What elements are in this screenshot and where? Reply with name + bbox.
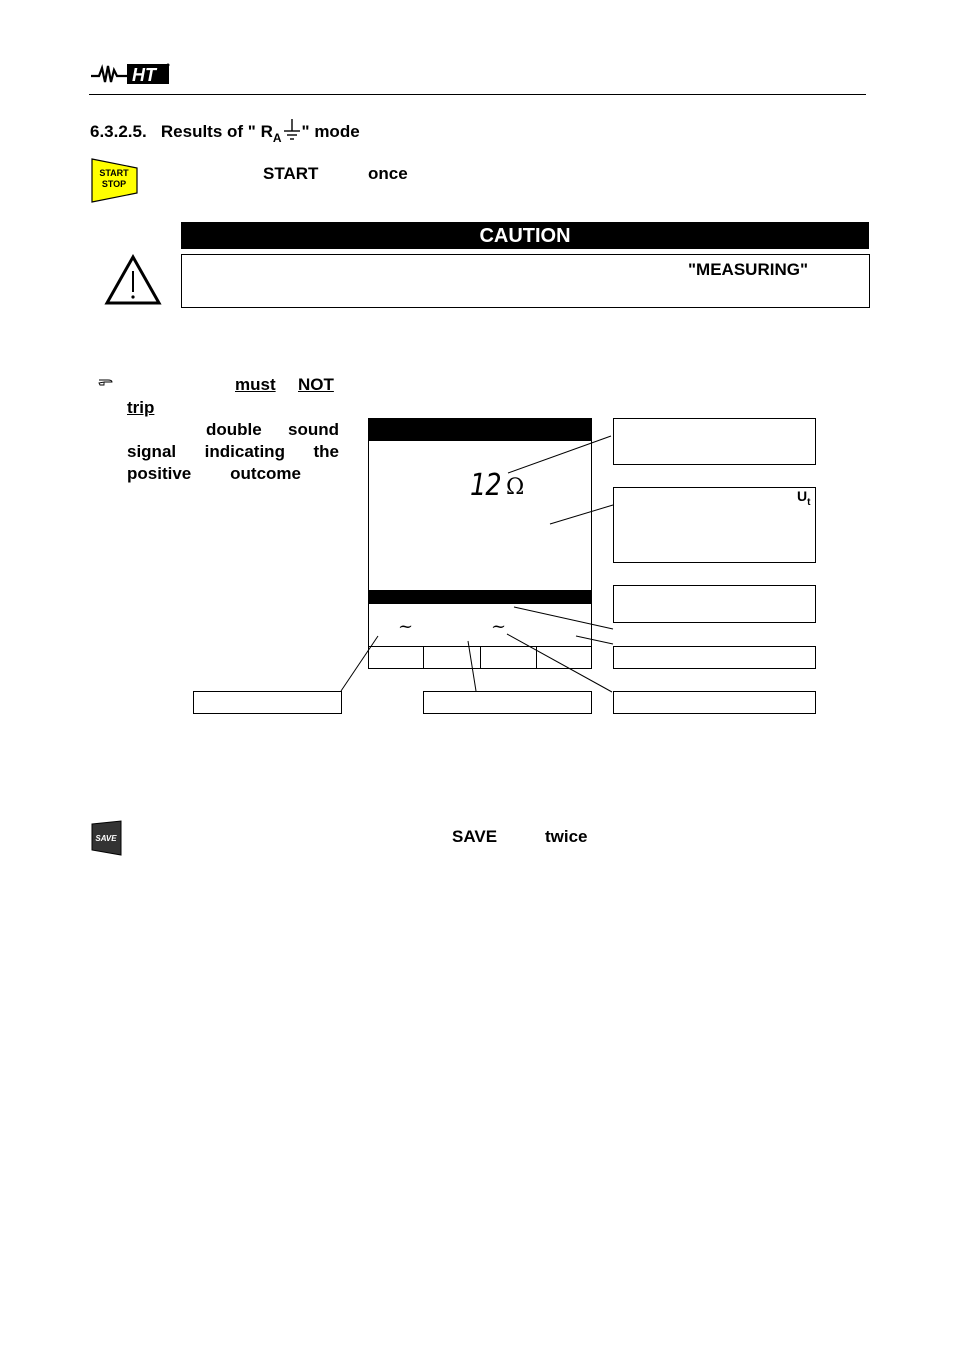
ohm-unit: Ω bbox=[506, 475, 525, 500]
pointing-hand-icon bbox=[98, 377, 114, 387]
ut-letter: U bbox=[797, 488, 808, 504]
callout-box-left bbox=[193, 691, 342, 714]
ut-label bbox=[797, 488, 810, 508]
start-key-name: START bbox=[263, 164, 319, 183]
save-press-count: twice bbox=[545, 827, 588, 846]
callout-box-softkey bbox=[613, 646, 816, 669]
stop-key-label: STOP bbox=[101, 179, 127, 189]
ac-tilde-1: ~ bbox=[398, 616, 414, 637]
note-emphasis-must: must bbox=[235, 375, 276, 394]
start-stop-key-icon bbox=[91, 158, 138, 203]
caution-title: CAUTION bbox=[181, 222, 869, 249]
callout-box-resistance bbox=[613, 418, 816, 465]
note-word: signal bbox=[127, 442, 177, 461]
warning-triangle-icon bbox=[104, 254, 162, 306]
ut-subscript: t bbox=[807, 496, 811, 508]
note-word: sound bbox=[288, 420, 339, 439]
screen-softkey-row bbox=[368, 646, 592, 669]
header-rule bbox=[89, 94, 866, 95]
note-word: the bbox=[313, 442, 339, 461]
note-word: indicating bbox=[204, 442, 285, 461]
softkey-3 bbox=[481, 647, 537, 669]
section-title-prefix: Results of " R bbox=[160, 122, 273, 141]
softkey-2 bbox=[424, 647, 480, 669]
note-word: positive bbox=[127, 464, 192, 483]
note-line-4 bbox=[127, 442, 339, 462]
resistance-reading: 12 bbox=[470, 468, 501, 503]
note-line-5 bbox=[127, 464, 301, 484]
start-key-label: START bbox=[99, 168, 129, 178]
callout-box-status bbox=[613, 585, 816, 623]
ac-tilde-2: ~ bbox=[491, 616, 507, 637]
note-word: outcome bbox=[230, 464, 301, 483]
save-key-icon bbox=[91, 820, 122, 856]
softkey-4 bbox=[537, 647, 592, 669]
section-number: 6.3.2.5. bbox=[90, 122, 147, 141]
start-press-count: once bbox=[368, 164, 408, 183]
callout-box-middle bbox=[423, 691, 592, 714]
section-title-subscript: A bbox=[272, 131, 282, 145]
section-heading bbox=[90, 119, 360, 145]
note-emphasis-not: NOT bbox=[298, 375, 334, 394]
note-line-3 bbox=[206, 420, 339, 440]
ht-logo bbox=[91, 62, 171, 86]
note-emphasis-trip: trip bbox=[127, 398, 155, 417]
caution-state-word: "MEASURING" bbox=[688, 260, 809, 279]
logo-text: HT bbox=[132, 65, 156, 85]
note-word: double bbox=[206, 420, 262, 439]
callout-box-contact-voltage bbox=[613, 487, 816, 563]
softkey-1 bbox=[368, 647, 424, 669]
save-key-label: SAVE bbox=[95, 834, 117, 843]
section-title-suffix: " mode bbox=[301, 122, 360, 141]
save-key-name: SAVE bbox=[452, 827, 498, 846]
screen-title-bar bbox=[369, 419, 591, 441]
earth-ground-icon bbox=[283, 119, 301, 141]
screen-status-bar bbox=[369, 590, 591, 604]
callout-box-waveform bbox=[613, 691, 816, 714]
logo-wave bbox=[91, 66, 129, 82]
